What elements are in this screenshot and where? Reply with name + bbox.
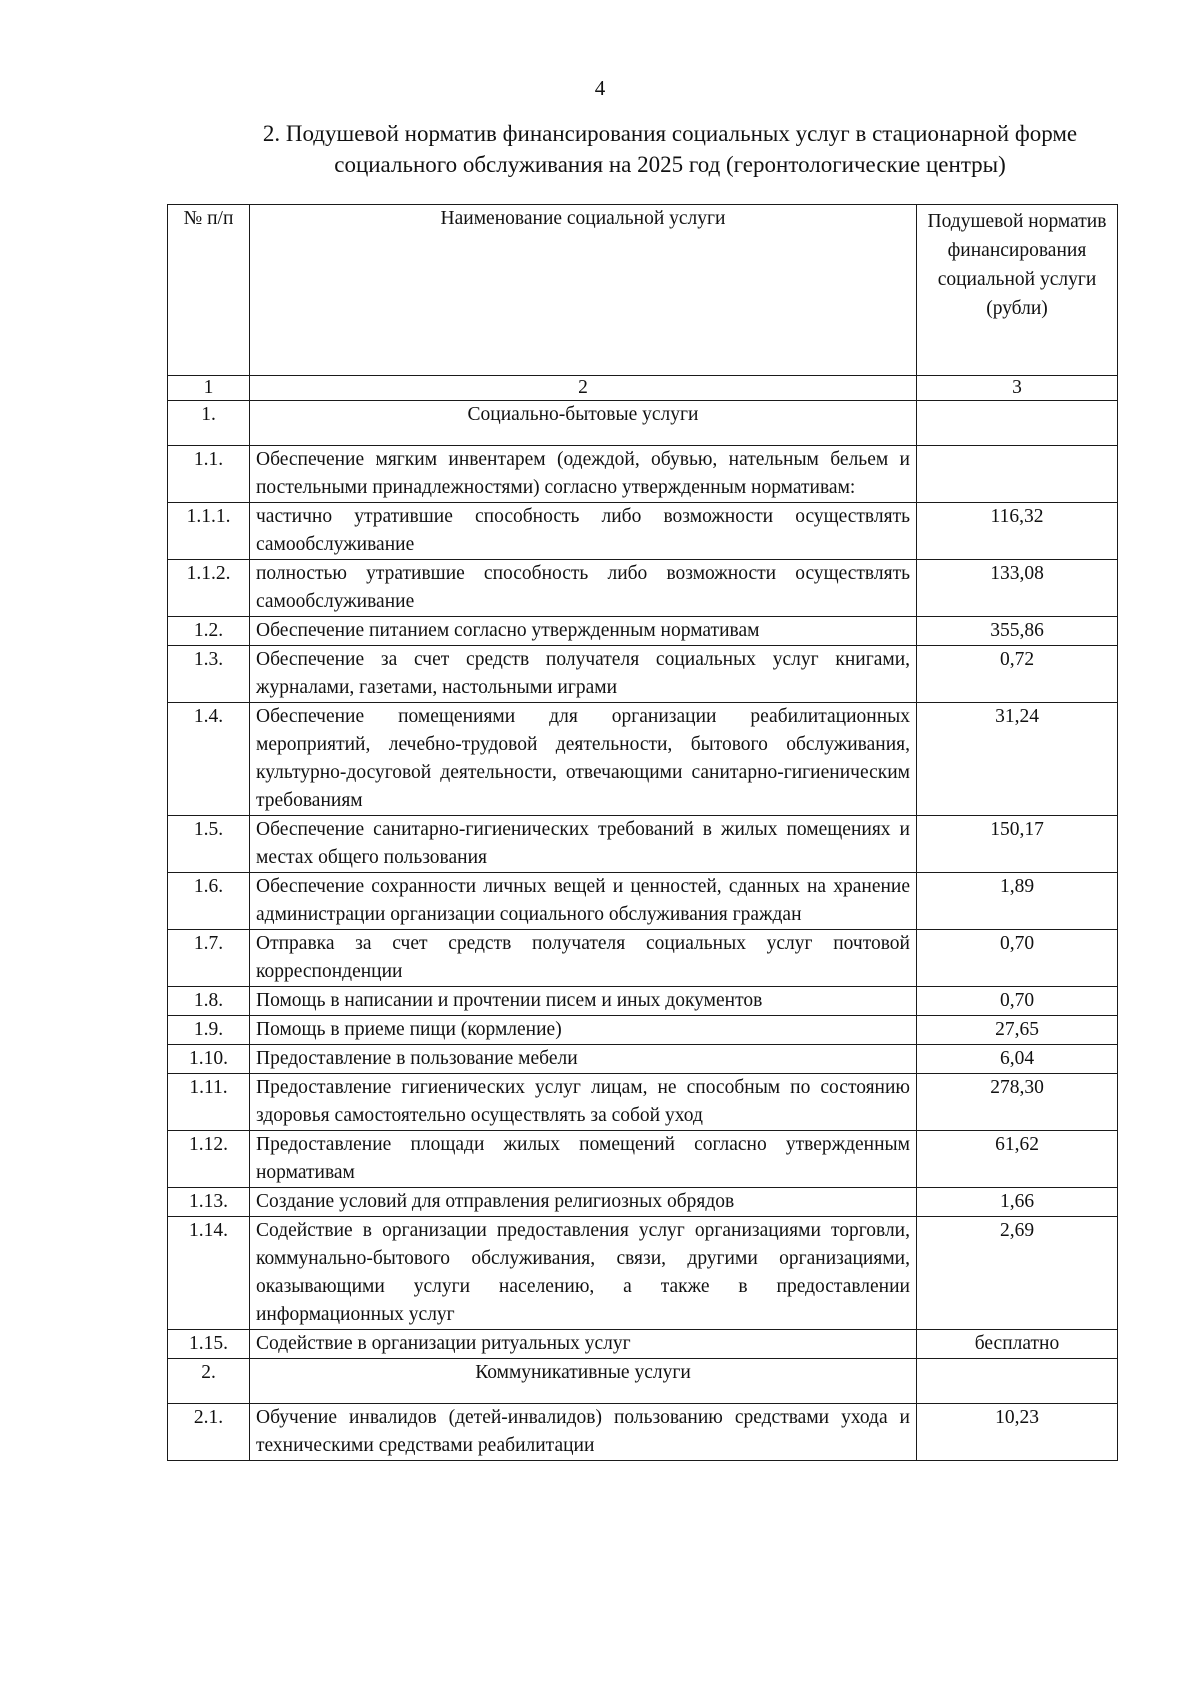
heading-line-1: 2. Подушевой норматив финансирования социальных услуг в стационарной форме bbox=[262, 121, 1078, 146]
table-row bbox=[168, 617, 1118, 646]
column-number: 1 bbox=[168, 376, 250, 401]
row-number: 1.1.2. bbox=[168, 560, 250, 617]
service-name: частично утратившие способность либо возможности осуществлять самообслуживание bbox=[250, 503, 917, 560]
table-row bbox=[168, 560, 1118, 617]
table-row bbox=[168, 930, 1118, 987]
row-number: 1.4. bbox=[168, 703, 250, 816]
norm-value: 355,86 bbox=[917, 617, 1118, 646]
service-name: Отправка за счет средств получателя социальных услуг почтовой корреспонденции bbox=[250, 930, 917, 987]
table-row bbox=[168, 1131, 1118, 1188]
row-number: 1.3. bbox=[168, 646, 250, 703]
table-row bbox=[168, 1188, 1118, 1217]
norm-value bbox=[917, 401, 1118, 446]
row-number: 1.15. bbox=[168, 1330, 250, 1359]
column-number-row bbox=[168, 376, 1118, 401]
norm-value: 133,08 bbox=[917, 560, 1118, 617]
header-value: Подушевой норматив финансирования социальной услуги (рубли) bbox=[917, 205, 1118, 376]
table-header-row bbox=[168, 205, 1118, 376]
table-row bbox=[168, 873, 1118, 930]
heading-line-2: социального обслуживания на 2025 год (геронтологические центры) bbox=[334, 152, 1006, 177]
column-number: 2 bbox=[250, 376, 917, 401]
row-number: 1.13. bbox=[168, 1188, 250, 1217]
table-row bbox=[168, 987, 1118, 1016]
section-title: Социально-бытовые услуги bbox=[250, 401, 917, 446]
norm-value bbox=[917, 446, 1118, 503]
row-number: 1. bbox=[168, 401, 250, 446]
service-name: полностью утратившие способность либо возможности осуществлять самообслуживание bbox=[250, 560, 917, 617]
service-name: Предоставление площади жилых помещений согласно утвержденным нормативам bbox=[250, 1131, 917, 1188]
service-name: Помощь в написании и прочтении писем и иных документов bbox=[250, 987, 917, 1016]
service-name: Обучение инвалидов (детей-инвалидов) пользованию средствами ухода и техническими средствами реабилитации bbox=[250, 1404, 917, 1461]
row-number: 1.14. bbox=[168, 1217, 250, 1330]
row-number: 1.8. bbox=[168, 987, 250, 1016]
norm-value: 1,89 bbox=[917, 873, 1118, 930]
table-row bbox=[168, 503, 1118, 560]
section-row bbox=[168, 1359, 1118, 1404]
table-row bbox=[168, 1045, 1118, 1074]
service-name: Обеспечение питанием согласно утвержденным нормативам bbox=[250, 617, 917, 646]
column-number: 3 bbox=[917, 376, 1118, 401]
row-number: 1.6. bbox=[168, 873, 250, 930]
norm-value: 2,69 bbox=[917, 1217, 1118, 1330]
row-number: 1.7. bbox=[168, 930, 250, 987]
service-name: Предоставление в пользование мебели bbox=[250, 1045, 917, 1074]
row-number: 2. bbox=[168, 1359, 250, 1404]
table-row bbox=[168, 1074, 1118, 1131]
service-name: Обеспечение мягким инвентарем (одеждой, обувью, нательным бельем и постельными принадлежностями) согласно утвержденным нормативам: bbox=[250, 446, 917, 503]
service-name: Помощь в приеме пищи (кормление) bbox=[250, 1016, 917, 1045]
table-row bbox=[168, 1330, 1118, 1359]
norm-value: 0,72 bbox=[917, 646, 1118, 703]
row-number: 1.9. bbox=[168, 1016, 250, 1045]
service-name: Обеспечение помещениями для организации реабилитационных мероприятий, лечебно-трудовой деятельности, бытового обслуживания, культурно-досуговой деятельности, отвечающими санитарно-гигиеническим требованиям bbox=[250, 703, 917, 816]
table-row bbox=[168, 703, 1118, 816]
document-heading bbox=[180, 118, 1160, 180]
norm-value: 27,65 bbox=[917, 1016, 1118, 1045]
row-number: 1.2. bbox=[168, 617, 250, 646]
norm-value bbox=[917, 1359, 1118, 1404]
page-number: 4 bbox=[594, 76, 606, 100]
table-row bbox=[168, 1217, 1118, 1330]
header-num: № п/п bbox=[168, 205, 250, 376]
section-title: Коммуникативные услуги bbox=[250, 1359, 917, 1404]
service-name: Создание условий для отправления религиозных обрядов bbox=[250, 1188, 917, 1217]
norm-value: 0,70 bbox=[917, 987, 1118, 1016]
norm-value: бесплатно bbox=[917, 1330, 1118, 1359]
norm-value: 278,30 bbox=[917, 1074, 1118, 1131]
service-name: Содействие в организации предоставления услуг организациями торговли, коммунально-бытового обслуживания, связи, другими организациями, оказывающими услуги населению, а также в предоставлении информационных услуг bbox=[250, 1217, 917, 1330]
norm-value: 61,62 bbox=[917, 1131, 1118, 1188]
norm-value: 0,70 bbox=[917, 930, 1118, 987]
norm-value: 150,17 bbox=[917, 816, 1118, 873]
table-row bbox=[168, 446, 1118, 503]
norm-value: 116,32 bbox=[917, 503, 1118, 560]
norm-value: 31,24 bbox=[917, 703, 1118, 816]
norm-value: 10,23 bbox=[917, 1404, 1118, 1461]
service-name: Обеспечение санитарно-гигиенических требований в жилых помещениях и местах общего пользования bbox=[250, 816, 917, 873]
table-row bbox=[168, 646, 1118, 703]
row-number: 1.10. bbox=[168, 1045, 250, 1074]
norm-value: 1,66 bbox=[917, 1188, 1118, 1217]
row-number: 2.1. bbox=[168, 1404, 250, 1461]
row-number: 1.1. bbox=[168, 446, 250, 503]
norm-value: 6,04 bbox=[917, 1045, 1118, 1074]
table-row bbox=[168, 1016, 1118, 1045]
section-row bbox=[168, 401, 1118, 446]
table-row bbox=[168, 816, 1118, 873]
row-number: 1.1.1. bbox=[168, 503, 250, 560]
header-name: Наименование социальной услуги bbox=[250, 205, 917, 376]
service-name: Обеспечение за счет средств получателя социальных услуг книгами, журналами, газетами, настольными играми bbox=[250, 646, 917, 703]
service-name: Предоставление гигиенических услуг лицам, не способным по состоянию здоровья самостоятельно осуществлять за собой уход bbox=[250, 1074, 917, 1131]
service-name: Обеспечение сохранности личных вещей и ценностей, сданных на хранение администрации организации социального обслуживания граждан bbox=[250, 873, 917, 930]
row-number: 1.12. bbox=[168, 1131, 250, 1188]
table-row bbox=[168, 1404, 1118, 1461]
service-name: Содействие в организации ритуальных услуг bbox=[250, 1330, 917, 1359]
norm-table bbox=[167, 204, 1118, 1461]
row-number: 1.11. bbox=[168, 1074, 250, 1131]
row-number: 1.5. bbox=[168, 816, 250, 873]
